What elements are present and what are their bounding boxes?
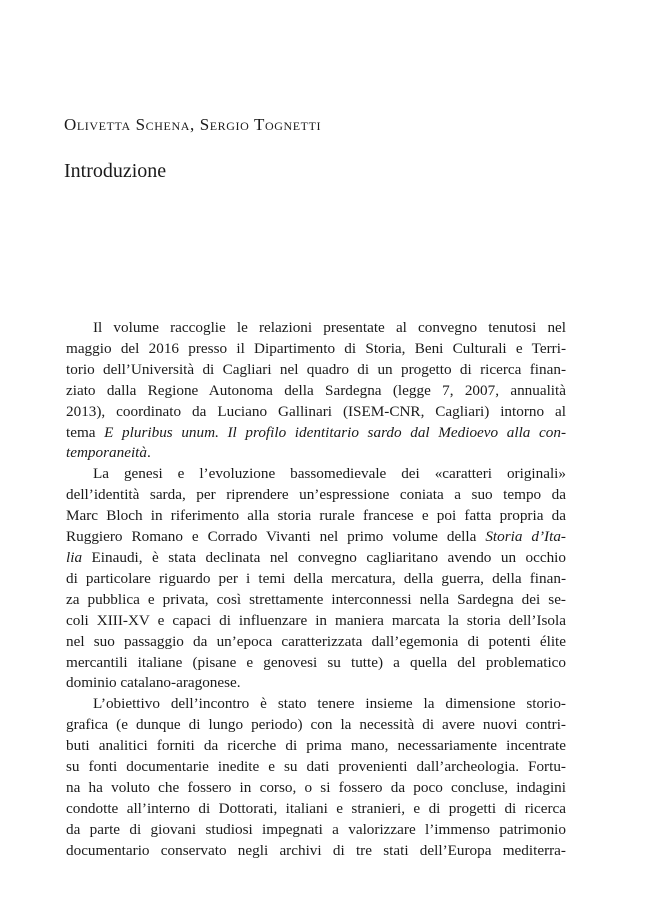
italic-title: lia bbox=[66, 548, 83, 566]
text-line: buti analitici forniti da ricerche di prima mano, necessariamente incentrate bbox=[66, 737, 566, 755]
italic-title: E pluribus unum. Il profilo identitario sardo dal Medioevo alla con- bbox=[104, 423, 566, 441]
text-line: nel suo passaggio da un’epoca caratterizzata dall’egemonia di potenti élite bbox=[66, 632, 566, 650]
text-line: dell’identità sarda, per riprendere un’espressione coniata a suo tempo da bbox=[66, 486, 566, 504]
paragraph-2 bbox=[66, 464, 566, 694]
text-line bbox=[66, 423, 566, 444]
text-line: 2013), coordinato da Luciano Gallinari (ISEM-CNR, Cagliari) intorno al bbox=[66, 402, 566, 420]
text-line: Marc Bloch in riferimento alla storia rurale francese e poi fatta propria da bbox=[66, 507, 566, 525]
text-line: mercantili italiane (pisane e genovesi su tutte) a quella del problematico bbox=[66, 653, 566, 671]
text-line bbox=[66, 548, 566, 569]
text-line: grafica (e dunque di lungo periodo) con la necessità di avere nuovi contri- bbox=[66, 716, 566, 734]
chapter-authors: Olivetta Schena, Sergio Tognetti bbox=[64, 115, 322, 134]
paragraph-3 bbox=[66, 694, 566, 861]
text-line: condotte all’interno di Dottorati, italiani e stranieri, e di progetti di ricerca bbox=[66, 799, 566, 817]
italic-title: temporaneità bbox=[66, 444, 147, 462]
text-line: La genesi e l’evoluzione bassomedievale dei «caratteri originali» bbox=[93, 465, 566, 483]
text-line bbox=[66, 527, 566, 548]
text-fragment: Einaudi, è stata declinata nel convegno cagliaritano avendo un occhio bbox=[82, 548, 566, 566]
text-line: torio dell’Università di Cagliari nel quadro di un progetto di ricerca finan- bbox=[66, 360, 566, 378]
paragraph-1 bbox=[66, 318, 566, 464]
text-line: di particolare riguardo per i temi della mercatura, della guerra, della finan- bbox=[66, 569, 566, 587]
text-line: ziato dalla Regione Autonoma della Sardegna (legge 7, 2007, annualità bbox=[66, 381, 566, 399]
text-line: L’obiettivo dell’incontro è stato tenere insieme la dimensione storio- bbox=[93, 695, 566, 713]
text-line: dominio catalano-aragonese. bbox=[66, 674, 241, 692]
italic-title: Storia d’Ita- bbox=[485, 528, 566, 546]
chapter-body bbox=[66, 318, 566, 862]
chapter-title: Introduzione bbox=[64, 160, 167, 182]
text-line: da parte di giovani studiosi impegnati a valorizzare l’immenso patrimonio bbox=[66, 820, 566, 838]
text-fragment: Ruggiero Romano e Corrado Vivanti nel primo volume della bbox=[66, 528, 486, 546]
text-line: su fonti documentarie inedite e su dati provenienti dall’archeologia. Fortu- bbox=[66, 758, 566, 776]
text-line: Il volume raccoglie le relazioni presentate al convegno tenutosi nel bbox=[93, 319, 566, 336]
text-line: maggio del 2016 presso il Dipartimento di Storia, Beni Culturali e Terri- bbox=[66, 339, 566, 357]
text-line: documentario conservato negli archivi di tre stati dell’Europa mediterra- bbox=[66, 841, 566, 859]
text-fragment: . bbox=[147, 444, 151, 462]
text-line: coli XIII-XV e capaci di influenzare in maniera marcata la storia dell’Isola bbox=[66, 611, 566, 629]
text-fragment: tema bbox=[66, 423, 105, 441]
text-line: na ha voluto che fossero in corso, o si fossero da poco concluse, indagini bbox=[66, 778, 566, 796]
text-line bbox=[66, 443, 566, 464]
text-line: za pubblica e privata, così strettamente interconnessi nella Sardegna dei se- bbox=[66, 590, 566, 608]
